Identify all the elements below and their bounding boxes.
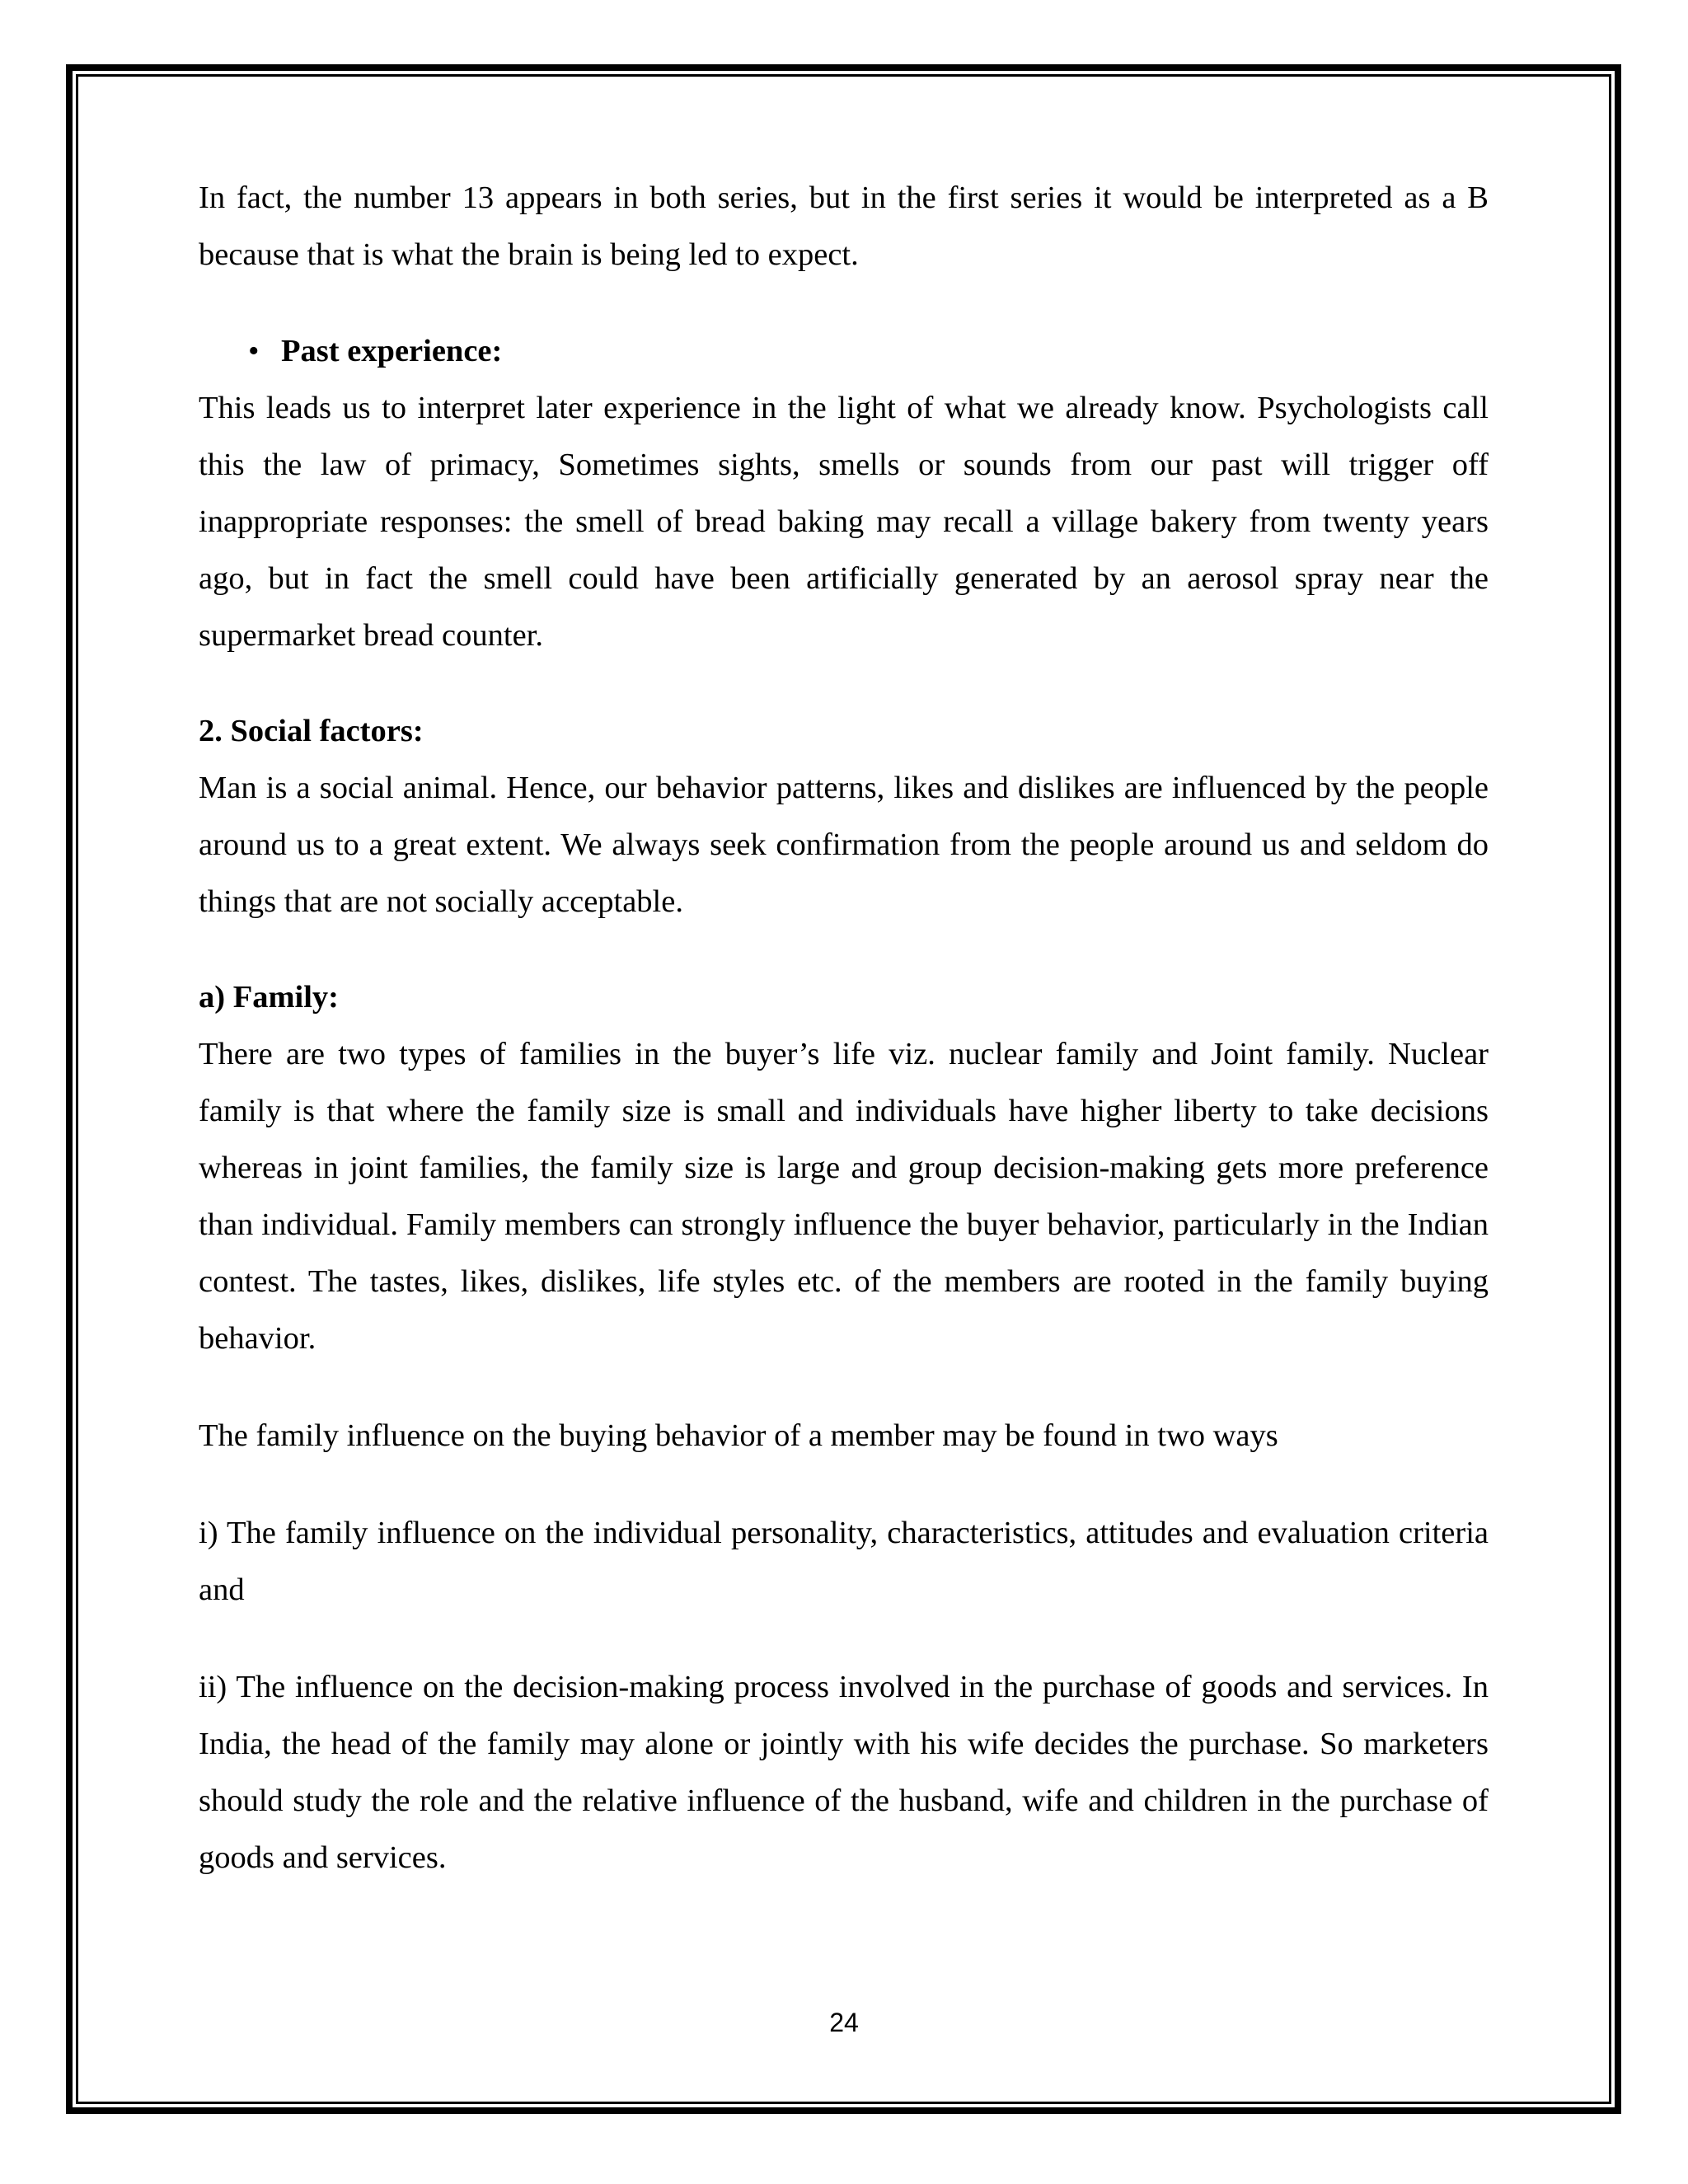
page-content <box>199 170 1489 1886</box>
social-factors-heading: 2. Social factors: <box>199 714 424 748</box>
family-paragraph: There are two types of families in the buyer’s life viz. nuclear family and Joint family. Nuclear family is that where the family size is small and individuals have higher liberty to take decisions whereas in joint families, the family size is large and group decision-making gets more preference than individual. Family members can strongly influence the buyer behavior, particularly in the Indian contest. The tastes, likes, dislikes, life styles etc. of the members are rooted in the family buying behavior. <box>199 1037 1489 1356</box>
bullet-icon: • <box>248 334 260 368</box>
family-influence-item-i: i) The family influence on the individual personality, characteristics, attitudes and evaluation criteria and <box>199 1516 1489 1607</box>
intro-paragraph: In fact, the number 13 appears in both series, but in the first series it would be interpreted as a B because that is what the brain is being led to expect. <box>199 180 1489 272</box>
family-influence-item-ii: ii) The influence on the decision-making process involved in the purchase of goods and services. In India, the head of the family may alone or jointly with his wife decides the purchase. So marketers should study the role and the relative influence of the husband, wife and children in the purchase of goods and services. <box>199 1670 1489 1875</box>
social-factors-paragraph: Man is a social animal. Hence, our behavior patterns, likes and dislikes are influenced by the people around us to a great extent. We always seek confirmation from the people around us and seldom do things that are not socially acceptable. <box>199 771 1489 919</box>
past-experience-paragraph: This leads us to interpret later experience in the light of what we already know. Psychologists call this the law of primacy, Sometimes sights, smells or sounds from our past will trigger off inappropriate responses: the smell of bread baking may recall a village bakery from twenty years ago, but in fact the smell could have been artificially generated by an aerosol spray near the supermarket bread counter. <box>199 391 1489 653</box>
page-number: 24 <box>829 2008 859 2037</box>
past-experience-heading <box>199 323 1489 380</box>
family-heading: a) Family: <box>199 980 339 1015</box>
family-influence-intro: The family influence on the buying behavior of a member may be found in two ways <box>199 1418 1278 1453</box>
past-experience-heading-text: Past experience: <box>281 334 503 368</box>
